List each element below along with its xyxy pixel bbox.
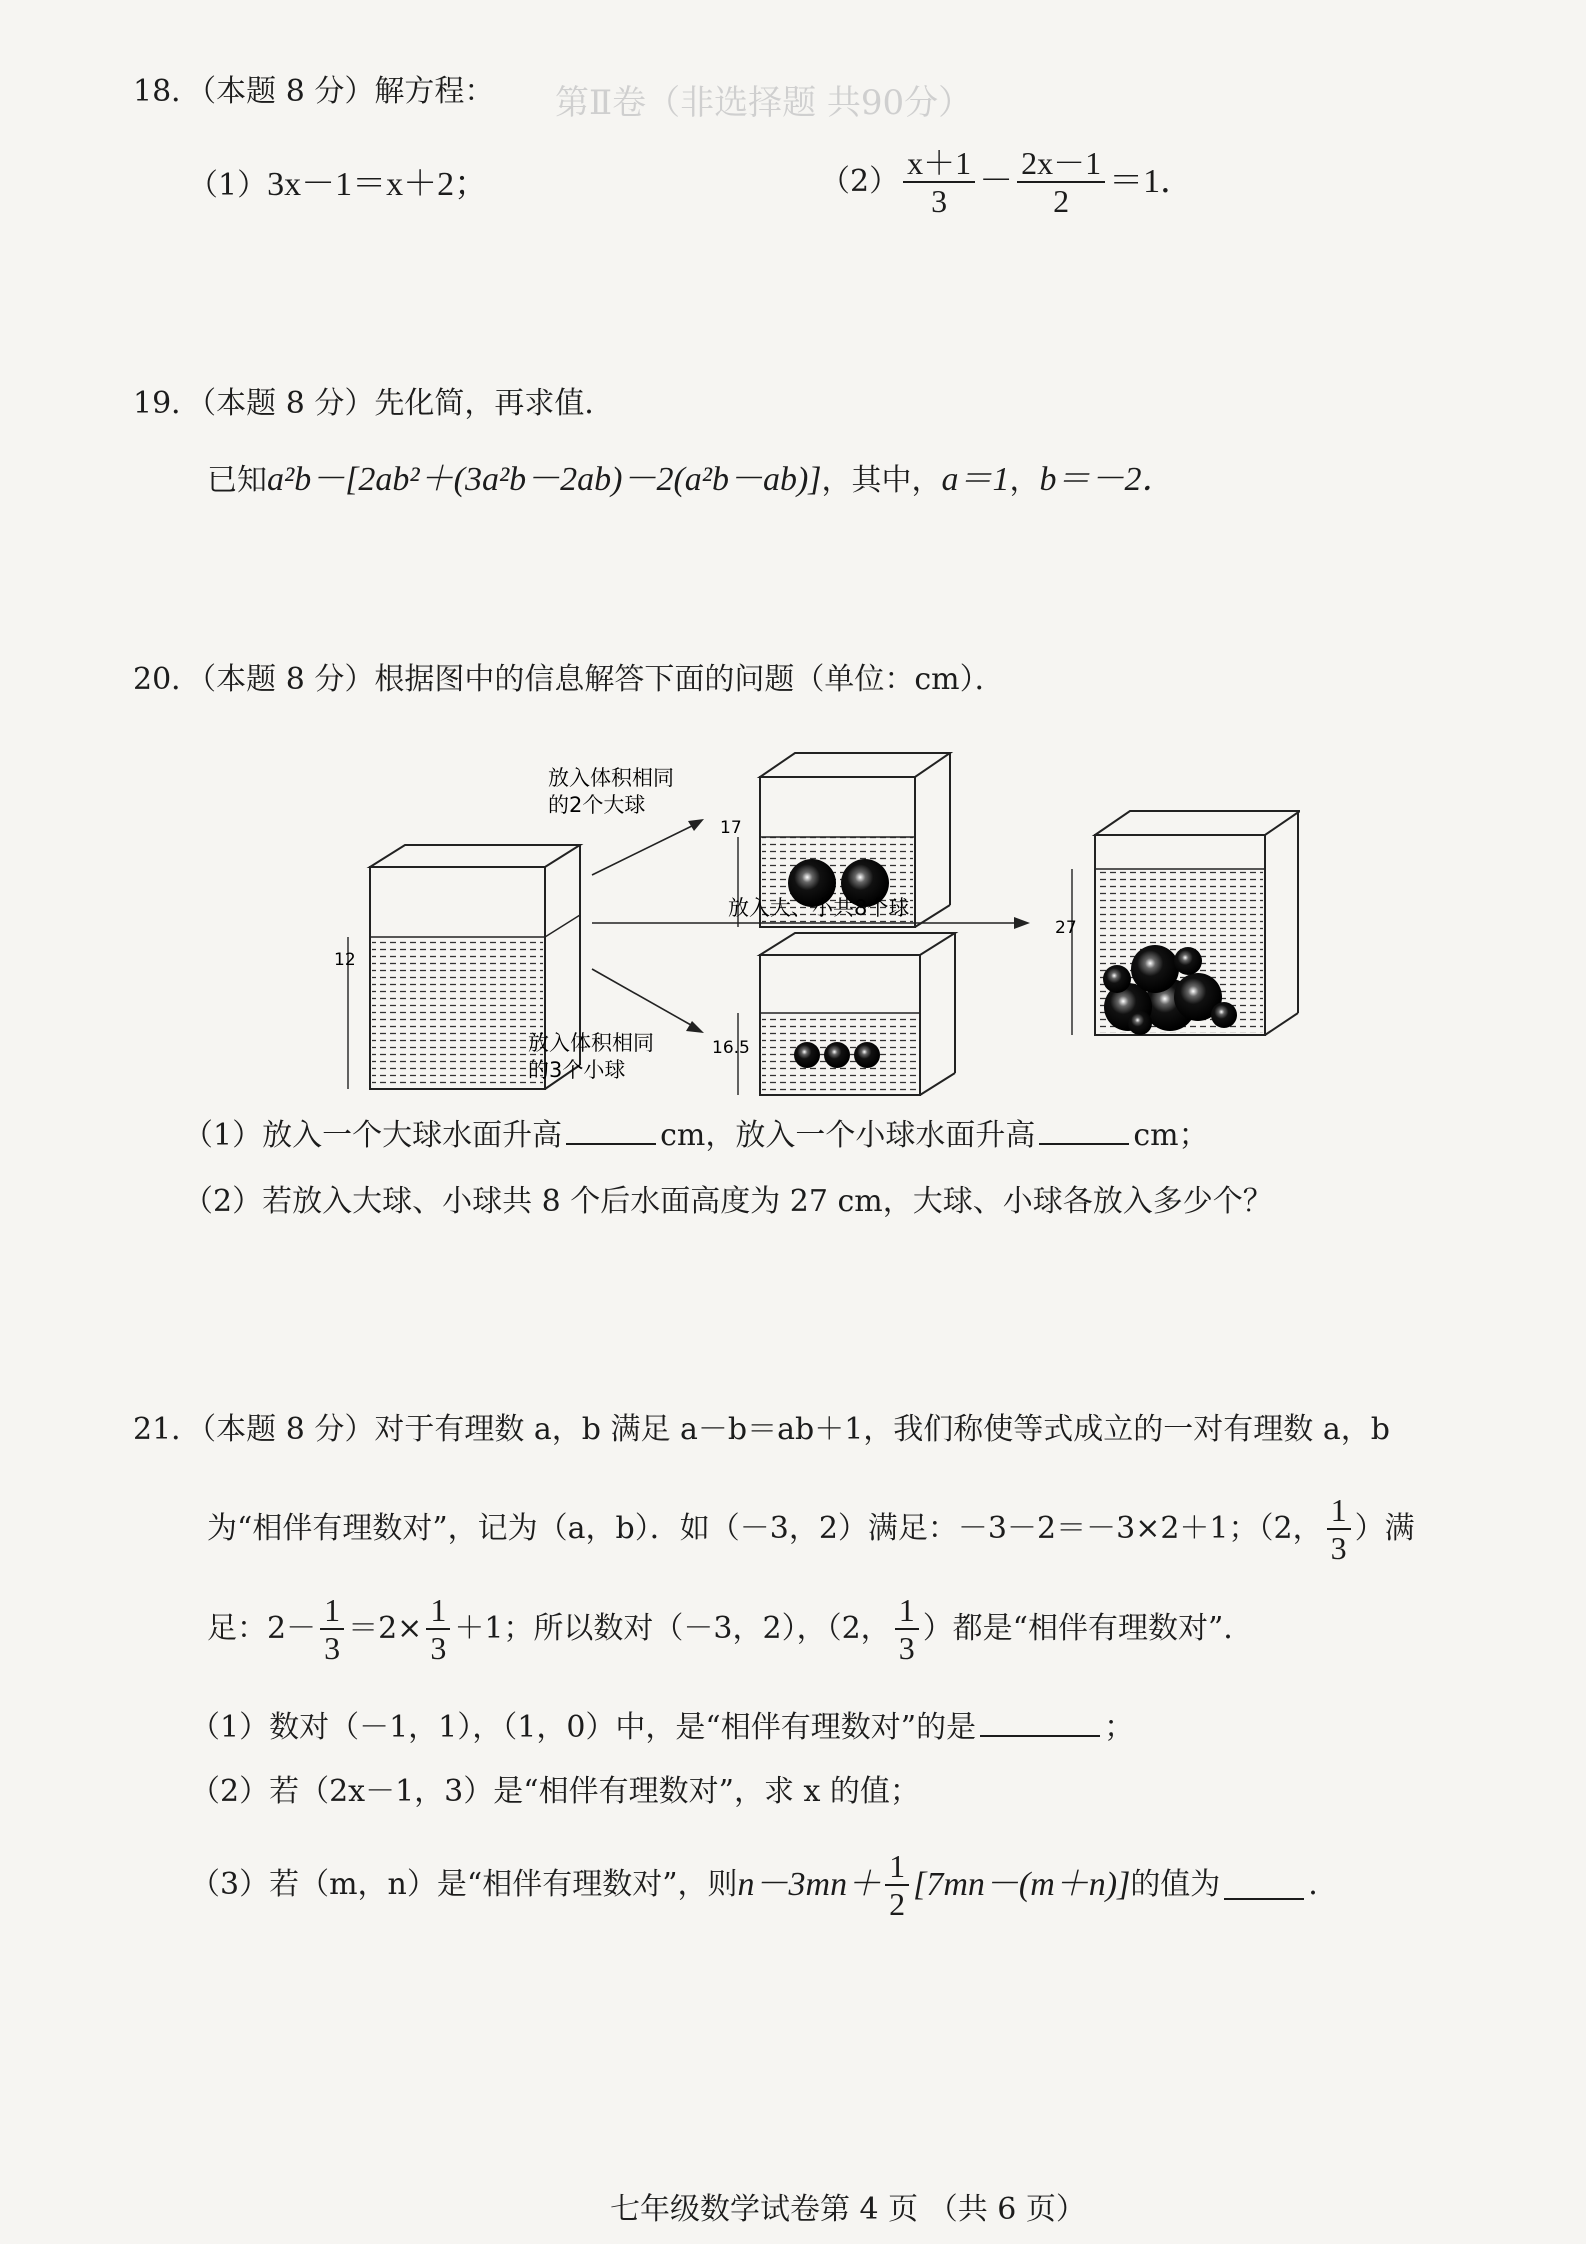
fraction-num: 1: [885, 1848, 909, 1886]
fraction-den: 3: [898, 1630, 915, 1666]
small-ball: [794, 1042, 820, 1068]
small-ball: [824, 1042, 850, 1068]
fraction-den: 3: [324, 1630, 341, 1666]
q20-sub2: （2）若放入大球、小球共 8 个后水面高度为 27 cm，大球、小球各放入多少个？: [183, 1184, 1273, 1219]
q18-part1-label: （1）: [188, 168, 268, 203]
q18-minus: －: [979, 163, 1014, 200]
small-ball: [1128, 1011, 1152, 1035]
q18-part2-label: （2）: [820, 164, 900, 199]
q18-fraction-2-den: 2: [1053, 183, 1070, 219]
q18-tail: ＝1．: [1109, 163, 1195, 200]
q19-cond-b: b＝－2．: [1039, 461, 1176, 498]
q19-given: 已知: [207, 463, 267, 498]
answer-blank[interactable]: [1224, 1870, 1304, 1900]
q20-sub1-b: cm，放入一个小球水面升高: [660, 1118, 1036, 1153]
q20-sub1-a: （1）放入一个大球水面升高: [183, 1118, 563, 1153]
label-big-balls-1: 放入体积相同: [548, 766, 674, 790]
q21-line3-a: 足：2－: [207, 1611, 317, 1646]
q20-figure: [320, 715, 1300, 1105]
bleed-through-text: 第Ⅱ卷（非选择题 共90分）: [555, 83, 973, 123]
fraction-num: 1: [895, 1592, 919, 1630]
q21-sub1-text: （1）数对（－1，1），（1，0）中，是“相伴有理数对”的是: [190, 1710, 977, 1745]
page-footer: 七年级数学试卷第 4 页 （共 6 页）: [610, 2192, 1086, 2227]
q18-part1: [188, 165, 488, 206]
fraction-one-third: [426, 1592, 450, 1666]
height-small-balls: 16.5: [712, 1038, 750, 1058]
fraction-num: 1: [320, 1592, 344, 1630]
fraction-one-third: [895, 1592, 919, 1666]
q21-sub3-end: ．: [1308, 1867, 1339, 1902]
answer-blank[interactable]: [1039, 1115, 1129, 1145]
q19-title: 19．（本题 8 分）先化简，再求值．: [133, 386, 615, 421]
q20-sub1: [183, 1115, 1209, 1156]
q18-fraction-1: [903, 145, 975, 219]
q18-part1-equation: 3x－1＝x＋2；: [267, 166, 489, 203]
fraction-den: 3: [430, 1630, 447, 1666]
q21-line3-b: ＝2×: [348, 1611, 423, 1646]
q21-line2: [207, 1492, 1415, 1566]
q21-sub2: （2）若（2x－1，3）是“相伴有理数对”，求 x 的值；: [190, 1774, 920, 1809]
q21-line3-c: ＋1；所以数对（－3，2），（2，: [454, 1611, 891, 1646]
small-ball: [1211, 1002, 1237, 1028]
fraction-den: 3: [1330, 1530, 1347, 1566]
q19-cond-a: a＝1: [941, 461, 1010, 498]
label-small-balls-2: 的3个小球: [528, 1058, 626, 1082]
small-ball: [1103, 965, 1131, 993]
container-mixed-balls: [1055, 811, 1300, 1035]
q20-sub1-c: cm；: [1133, 1118, 1209, 1153]
q18-fraction-2: [1017, 145, 1105, 219]
q18-fraction-2-num: 2x－1: [1017, 145, 1105, 183]
fraction-one-half: [885, 1848, 909, 1922]
q18-fraction-1-num: x＋1: [903, 145, 975, 183]
q19-expression: a²b－[2ab²＋(3a²b－2ab)－2(a²b－ab)]: [267, 461, 822, 498]
q21-line3-d: ）都是“相伴有理数对”．: [922, 1611, 1254, 1646]
q20-title: 20．（本题 8 分）根据图中的信息解答下面的问题（单位：cm）．: [133, 662, 1005, 697]
answer-blank[interactable]: [566, 1115, 656, 1145]
label-small-balls-1: 放入体积相同: [528, 1031, 654, 1055]
q18-title: 18．（本题 8 分）解方程：: [133, 74, 495, 109]
q21-sub1: [190, 1707, 1134, 1748]
small-ball: [1174, 947, 1202, 975]
container-small-balls: [712, 933, 955, 1095]
label-mixed-balls: 放入大、小共8个球: [728, 896, 910, 920]
height-initial: 12: [334, 950, 356, 970]
q21-line2-b: ）满: [1354, 1511, 1415, 1546]
q21-sub3-b: 的值为: [1130, 1867, 1221, 1902]
q19-comma: ，: [1009, 463, 1040, 498]
q21-line1: 21．（本题 8 分）对于有理数 a，b 满足 a－b＝ab＋1，我们称使等式成立的一对有理数 a，b: [133, 1412, 1390, 1447]
q21-sub3-expr2: [7mn－(m＋n)]: [913, 1866, 1131, 1903]
q21-sub1-end: ；: [1104, 1710, 1135, 1745]
fraction-one-third: [320, 1592, 344, 1666]
q18-fraction-1-den: 3: [931, 183, 948, 219]
q21-line2-a: 为“相伴有理数对”，记为（a，b）．如（－3，2）满足：－3－2＝－3×2＋1；（2，: [207, 1511, 1323, 1546]
fraction-num: 1: [426, 1592, 450, 1630]
label-big-balls-2: 的2个大球: [548, 793, 646, 817]
q21-sub3: [190, 1848, 1338, 1922]
height-big-balls: 17: [720, 818, 742, 838]
q18-part2: [820, 145, 1194, 219]
fraction-one-third: [1327, 1492, 1351, 1566]
q21-line3: [207, 1592, 1253, 1666]
q21-sub3-a: （3）若（m，n）是“相伴有理数对”，则: [190, 1867, 738, 1902]
q19-expression-line: [207, 460, 1176, 501]
fraction-den: 2: [889, 1886, 906, 1922]
q19-where: ，其中，: [821, 463, 942, 498]
q21-sub3-expr: n－3mn＋: [737, 1866, 882, 1903]
answer-blank[interactable]: [980, 1707, 1100, 1737]
big-ball: [1131, 945, 1179, 993]
small-ball: [854, 1042, 880, 1068]
fraction-num: 1: [1327, 1492, 1351, 1530]
height-mixed-balls: 27: [1055, 918, 1077, 938]
